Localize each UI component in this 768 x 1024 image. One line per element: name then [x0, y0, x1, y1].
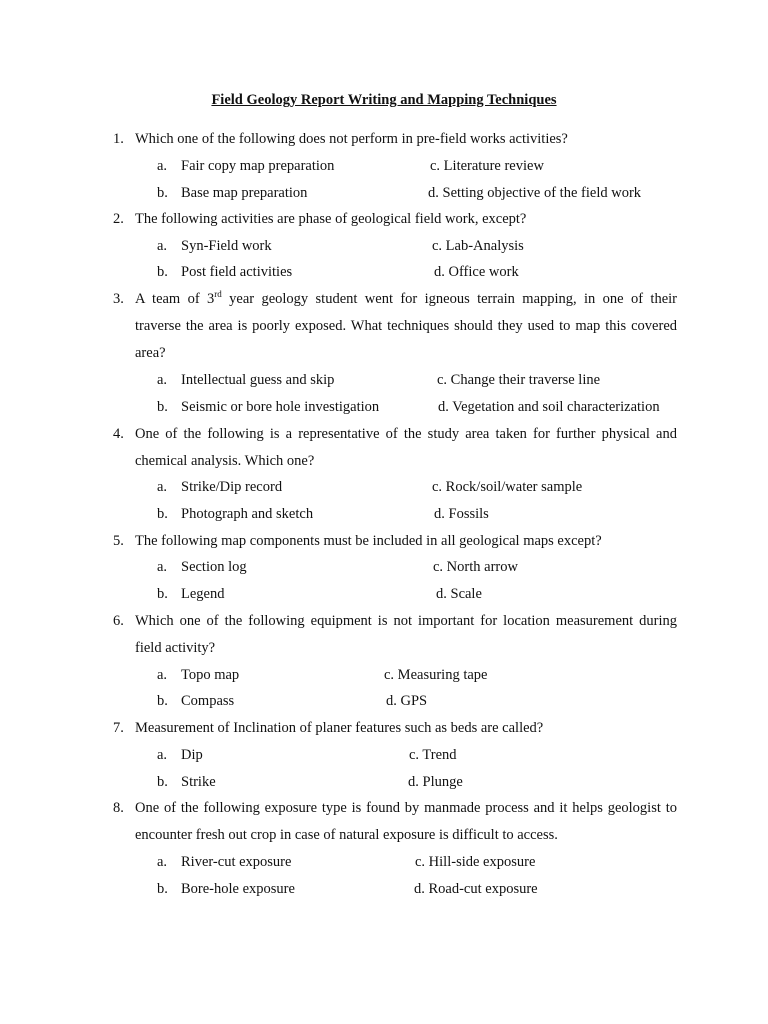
option-letter: b.: [157, 693, 168, 709]
option-b: Base map preparation: [181, 185, 308, 201]
option-letter: a.: [157, 747, 168, 763]
option-c: c. Measuring tape: [384, 667, 488, 683]
question-text: The following activities are phase of geological field work, except?: [135, 211, 527, 227]
option-b: Post field activities: [181, 264, 293, 280]
option-letter: a.: [157, 667, 168, 683]
option-letter: b.: [157, 506, 168, 522]
option-d: d. Setting objective of the field work: [428, 185, 642, 201]
option-letter: b.: [157, 264, 168, 280]
option-letter: a.: [157, 238, 168, 254]
option-d: d. Vegetation and soil characterization: [438, 399, 660, 415]
question-number: 3.: [113, 291, 124, 307]
option-d: d. Office work: [434, 264, 519, 280]
question-number: 7.: [113, 720, 124, 736]
option-d: d. Road-cut exposure: [414, 881, 538, 897]
question-number: 1.: [113, 131, 124, 147]
option-a: Intellectual guess and skip: [181, 372, 335, 388]
option-a: River-cut exposure: [181, 854, 292, 870]
option-b: Seismic or bore hole investigation: [181, 399, 380, 415]
option-d: d. Fossils: [434, 506, 489, 522]
question-text: traverse the area is poorly exposed. What techniques should they used to map this covered: [135, 318, 677, 334]
option-c: c. Hill-side exposure: [415, 854, 536, 870]
question-number: 6.: [113, 613, 124, 629]
option-c: c. Lab-Analysis: [432, 238, 524, 254]
question-text: The following map components must be included in all geological maps except?: [135, 533, 602, 549]
option-letter: b.: [157, 399, 168, 415]
ordinal-suffix: rd: [214, 289, 222, 299]
option-c: c. Literature review: [430, 158, 544, 174]
option-a: Dip: [181, 747, 203, 763]
question-text: chemical analysis. Which one?: [135, 453, 315, 469]
option-letter: b.: [157, 185, 168, 201]
option-letter: b.: [157, 586, 168, 602]
option-b: Bore-hole exposure: [181, 881, 295, 897]
option-c: c. North arrow: [433, 559, 518, 575]
question-text: encounter fresh out crop in case of natural exposure is difficult to access.: [135, 827, 558, 843]
question-text: area?: [135, 345, 166, 361]
question-number: 4.: [113, 426, 124, 442]
question-number: 5.: [113, 533, 124, 549]
option-letter: a.: [157, 479, 168, 495]
question-number: 8.: [113, 800, 124, 816]
option-letter: b.: [157, 774, 168, 790]
option-b: Photograph and sketch: [181, 506, 314, 522]
option-a: Section log: [181, 559, 247, 575]
question-text: Measurement of Inclination of planer features such as beds are called?: [135, 720, 544, 736]
option-d: d. Scale: [436, 586, 482, 602]
question-text: Which one of the following equipment is not important for location measurement during: [135, 613, 677, 629]
page-title: Field Geology Report Writing and Mapping Techniques: [211, 92, 557, 108]
option-a: Syn-Field work: [181, 238, 272, 254]
option-letter: a.: [157, 854, 168, 870]
option-a: Fair copy map preparation: [181, 158, 335, 174]
option-letter: a.: [157, 372, 168, 388]
question-number: 2.: [113, 211, 124, 227]
question-text: One of the following exposure type is found by manmade process and it helps geologist to: [135, 800, 677, 816]
question-text: One of the following is a representative of the study area taken for further physical and: [135, 426, 677, 442]
option-d: d. Plunge: [408, 774, 463, 790]
question-text: Which one of the following does not perform in pre-field works activities?: [135, 131, 568, 147]
option-c: c. Change their traverse line: [437, 372, 601, 388]
option-c: c. Rock/soil/water sample: [432, 479, 583, 495]
option-b: Strike: [181, 774, 216, 790]
option-letter: a.: [157, 559, 168, 575]
option-b: Legend: [181, 586, 225, 602]
question-text: field activity?: [135, 640, 216, 656]
option-letter: a.: [157, 158, 168, 174]
option-c: c. Trend: [409, 747, 457, 763]
option-a: Topo map: [181, 667, 240, 683]
question-text: A team of 3rd year geology student went for igneous terrain mapping, in one of their: [135, 289, 677, 307]
option-d: d. GPS: [386, 693, 428, 709]
option-a: Strike/Dip record: [181, 479, 283, 495]
option-letter: b.: [157, 881, 168, 897]
option-b: Compass: [181, 693, 235, 709]
